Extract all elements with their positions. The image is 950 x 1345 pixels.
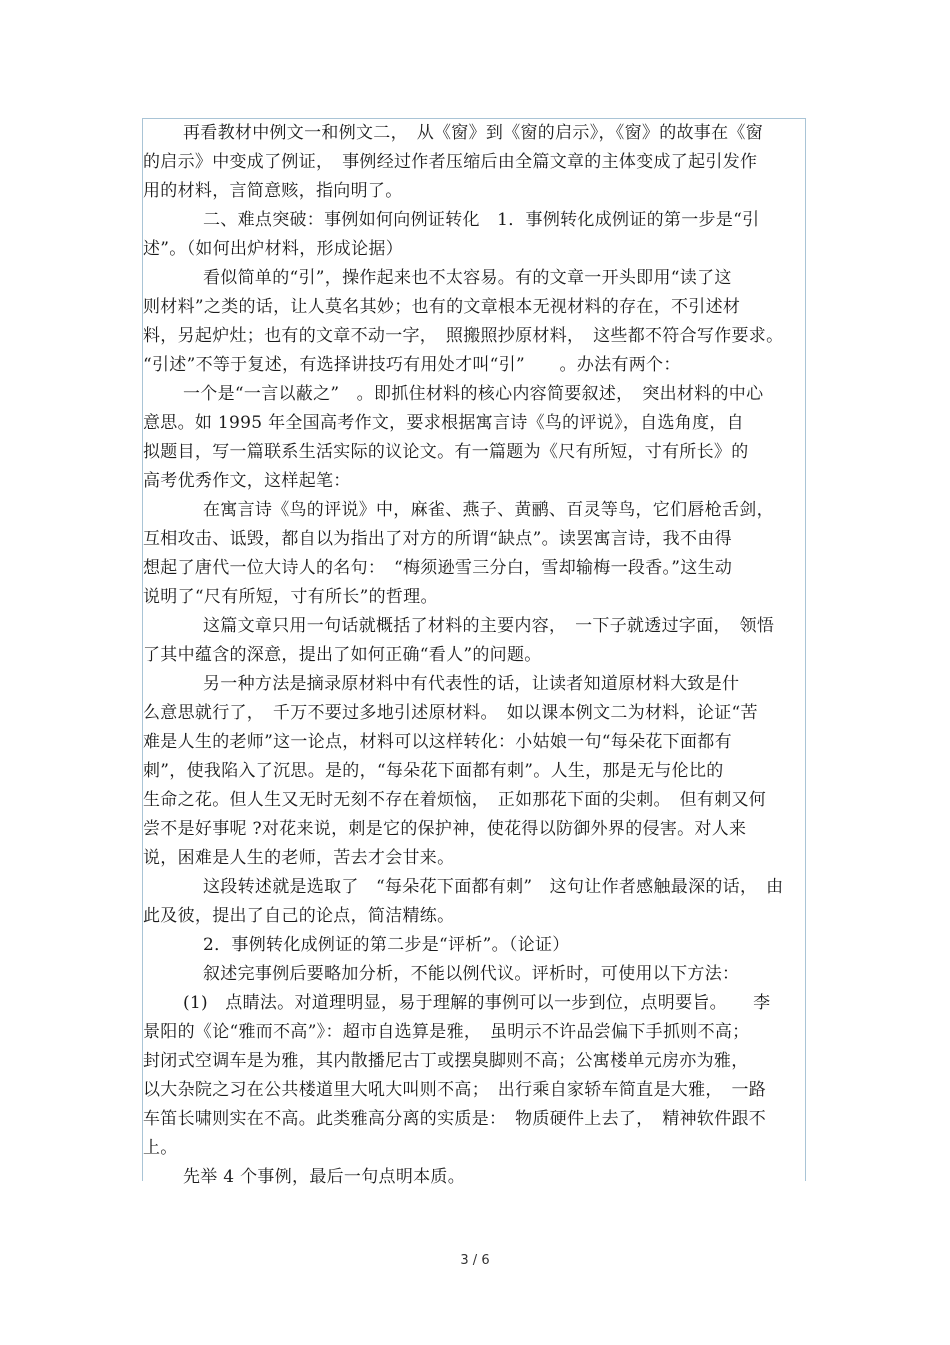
text-line: 景阳的《论“雅而不高”》：超市自选算是雅， 虽明示不许品尝偏下手抓则不高；	[143, 1022, 750, 1042]
text-line: 封闭式空调车是为雅，其内散播尼古丁或摆臭脚则不高；公寓楼单元房亦为雅，	[143, 1051, 749, 1071]
text-line: 述”。（如何出炉材料，形成论据）	[143, 239, 403, 259]
text-line: 二、难点突破：事例如何向例证转化 1．事例转化成例证的第一步是“引	[203, 210, 760, 230]
text-line: 这篇文章只用一句话就概括了材料的主要内容， 一下子就透过字面， 领悟	[203, 616, 775, 636]
text-line: 么意思就行了， 千万不要过多地引述原材料。 如以课本例文二为材料，论证“苦	[143, 703, 758, 723]
text-line: 了其中蕴含的深意，提出了如何正确“看人”的问题。	[143, 645, 542, 665]
text-line: 看似简单的“引”，操作起来也不太容易。有的文章一开头即用“读了这	[203, 268, 732, 288]
text-line: (1) 点睛法。对道理明显，易于理解的事例可以一步到位，点明要旨。 李	[183, 993, 771, 1013]
text-line: 2．事例转化成例证的第二步是“评析”。（论证）	[203, 935, 570, 955]
text-line: 难是人生的老师”这一论点，材料可以这样转化：小姑娘一句“每朵花下面都有	[143, 732, 732, 752]
text-line: 叙述完事例后要略加分析，不能以例代议。评析时，可使用以下方法：	[203, 964, 740, 984]
text-line: 在寓言诗《鸟的评说》中，麻雀、燕子、黄鹂、百灵等鸟，它们唇枪舌剑，	[203, 500, 774, 520]
page-number: 3 / 6	[460, 1253, 490, 1268]
text-line: 用的材料，言简意赅，指向明了。	[143, 181, 403, 201]
text-line: 高考优秀作文，这样起笔：	[143, 471, 351, 491]
text-line: 生命之花。但人生又无时无刻不存在着烦恼， 正如那花下面的尖刺。 但有刺又何	[143, 790, 767, 810]
text-line: 的启示》中变成了例证， 事例经过作者压缩后由全篇文章的主体变成了起引发作	[143, 152, 758, 172]
text-line: 先举 4 个事例，最后一句点明本质。	[183, 1167, 466, 1187]
text-line: 料，另起炉灶；也有的文章不动一字， 照搬照抄原材料， 这些都不符合写作要求。	[143, 326, 784, 346]
text-line: 另一种方法是摘录原材料中有代表性的话，让读者知道原材料大致是什	[203, 674, 740, 694]
text-line: 此及彼，提出了自己的论点，简洁精练。	[143, 906, 455, 926]
text-line: 拟题目，写一篇联系生活实际的议论文。有一篇题为《尺有所短，寸有所长》的	[143, 442, 749, 462]
text-line: “引述”不等于复述，有选择讲技巧有用处才叫“引” 。办法有两个：	[143, 355, 681, 375]
text-line: 尝不是好事呢 ?对花来说，刺是它的保护神，使花得以防御外界的侵害。对人来	[143, 819, 747, 839]
text-line: 一个是“一言以蔽之” 。即抓住材料的核心内容简要叙述， 突出材料的中心	[183, 384, 764, 404]
text-line: 这段转述就是选取了 “每朵花下面都有刺” 这句让作者感触最深的话， 由	[203, 877, 784, 897]
text-line: 意思。如 1995 年全国高考作文，要求根据寓言诗《鸟的评说》，自选角度，自	[143, 413, 744, 433]
text-line: 说明了“尺有所短，寸有所长”的哲理。	[143, 587, 438, 607]
text-line: 互相攻击、诋毁，都自以为指出了对方的所谓“缺点”。读罢寓言诗，我不由得	[143, 529, 732, 549]
text-line: 车笛长啸则实在不高。此类雅高分离的实质是： 物质硬件上去了， 精神软件跟不	[143, 1109, 767, 1129]
text-line: 刺”，使我陷入了沉思。是的，“每朵花下面都有刺”。人生，那是无与伦比的	[143, 761, 724, 781]
text-line: 则材料”之类的话，让人莫名其妙；也有的文章根本无视材料的存在，不引述材	[143, 297, 741, 317]
text-line: 说，困难是人生的老师，苦去才会甘来。	[143, 848, 455, 868]
text-line: 再看教材中例文一和例文二， 从《窗》到《窗的启示》，《窗》的故事在《窗	[183, 123, 763, 143]
text-line: 上。	[143, 1138, 178, 1158]
text-line: 以大杂院之习在公共楼道里大吼大叫则不高； 出行乘自家轿车简直是大雅， 一路	[143, 1080, 767, 1100]
text-line: 想起了唐代一位大诗人的名句： “梅须逊雪三分白，雪却输梅一段香。”这生动	[143, 558, 733, 578]
